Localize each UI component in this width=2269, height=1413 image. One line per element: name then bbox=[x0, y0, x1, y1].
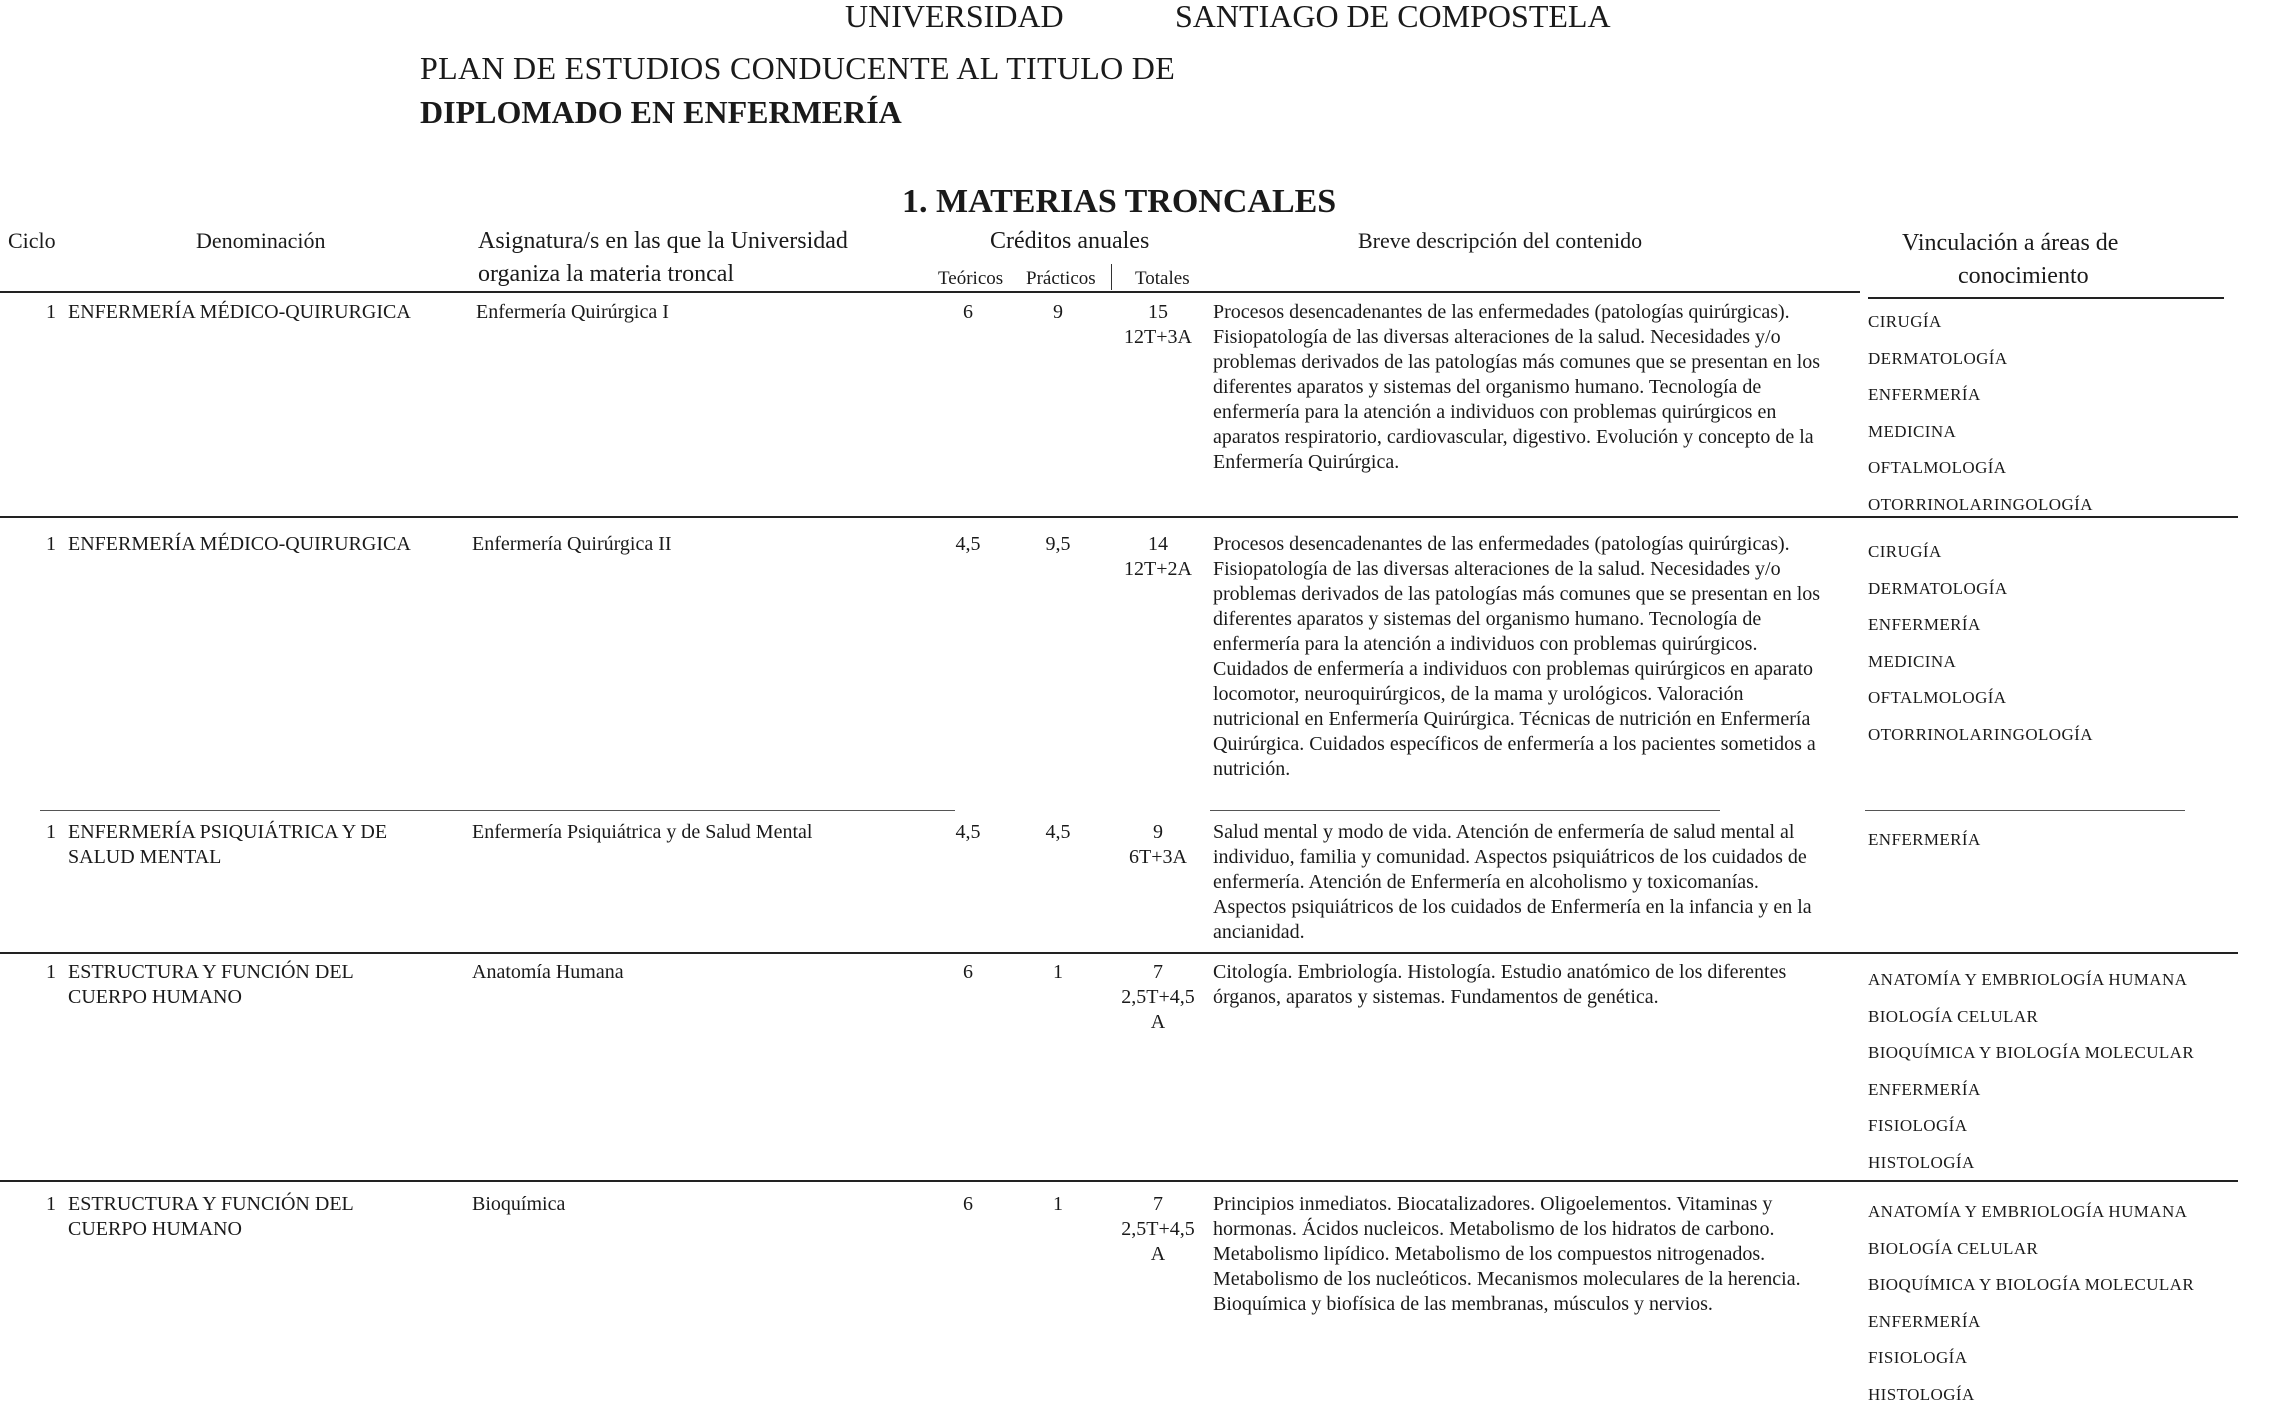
col-denominacion: Denominación bbox=[196, 228, 326, 254]
university-name: SANTIAGO DE COMPOSTELA bbox=[1175, 0, 1611, 35]
row-descripcion: Procesos desencadenantes de las enfermedades (patologías quirúrgicas). Fisiopatología de las diversas alteraciones de la salud. Necesidades y/o problemas derivados de las patologías más comunes que se presentan en los diferentes aparatos y sistemas del organismo humano. Tecnología de enfermería para la atención a individuos con problemas quirúrgicos. Cuidados de enfermería a individuos con problemas quirúrgicos en aparato locomotor, neuroquirúrgicos, de la mama y urológicos. Valoración nutricional en Enfermería Quirúrgica. Técnicas de nutrición en Enfermería Quirúrgica. Cuidados específicos de enfermería a los pacientes sometidos a nutrición. bbox=[1213, 532, 1828, 782]
row-ciclo: 1 bbox=[46, 300, 64, 325]
area-item: ANATOMÍA Y EMBRIOLOGÍA HUMANA bbox=[1868, 962, 2268, 999]
area-item: HISTOLOGÍA bbox=[1868, 1377, 2268, 1413]
row-practicos: 1 bbox=[1028, 1192, 1088, 1217]
area-item: FISIOLOGÍA bbox=[1868, 1340, 2268, 1377]
row-ciclo: 1 bbox=[46, 532, 64, 557]
col-teoricos: Teóricos bbox=[938, 268, 1003, 290]
col-practicos: Prácticos bbox=[1026, 268, 1096, 290]
row-teoricos: 6 bbox=[938, 960, 998, 985]
header-rule-right bbox=[1868, 297, 2224, 299]
col-totales: Totales bbox=[1135, 268, 1190, 290]
row-totales: 15 12T+3A bbox=[1116, 300, 1200, 350]
area-item: ENFERMERÍA bbox=[1868, 607, 2268, 644]
area-item: CIRUGÍA bbox=[1868, 304, 2268, 341]
row-descripcion: Salud mental y modo de vida. Atención de enfermería de salud mental al individuo, familia y comunidad. Aspectos psiquiátricos de los cuidados de enfermería. Atención de Enfermería en alcoholismo y toxicomanías. Aspectos psiquiátricos de los cuidados de Enfermería en la infancia y en la ancianidad. bbox=[1213, 820, 1828, 945]
area-item: CIRUGÍA bbox=[1868, 534, 2268, 571]
col-asignaturas-line1: Asignatura/s en las que la Universidad bbox=[478, 228, 848, 255]
row-asignatura: Anatomía Humana bbox=[472, 960, 902, 985]
area-item: ENFERMERÍA bbox=[1868, 1304, 2268, 1341]
university-word: UNIVERSIDAD bbox=[845, 0, 1064, 35]
area-item: ANATOMÍA Y EMBRIOLOGÍA HUMANA bbox=[1868, 1194, 2268, 1231]
row-teoricos: 6 bbox=[938, 1192, 998, 1217]
col-ciclo: Ciclo bbox=[8, 228, 56, 254]
row-descripcion: Procesos desencadenantes de las enfermedades (patologías quirúrgicas). Fisiopatología de las diversas alteraciones de la salud. Necesidades y/o problemas derivados de las patologías más comunes que se presentan en los diferentes aparatos y sistemas del organismo humano. Tecnología de enfermería para la atención a individuos con problemas quirúrgicos en aparatos respiratorio, cardiovascular, digestivo. Evolución y concepto de la Enfermería Quirúrgica. bbox=[1213, 300, 1828, 475]
row-divider-partial bbox=[40, 810, 955, 811]
area-item: FISIOLOGÍA bbox=[1868, 1108, 2268, 1145]
row-teoricos: 4,5 bbox=[938, 532, 998, 557]
row-divider bbox=[0, 952, 2238, 954]
row-practicos: 4,5 bbox=[1028, 820, 1088, 845]
area-item: BIOLOGÍA CELULAR bbox=[1868, 999, 2268, 1036]
row-divider-partial bbox=[1210, 810, 1720, 811]
col-descripcion: Breve descripción del contenido bbox=[1358, 228, 1642, 254]
row-practicos: 1 bbox=[1028, 960, 1088, 985]
row-totales: 7 2,5T+4,5 A bbox=[1116, 1192, 1200, 1267]
area-item: DERMATOLOGÍA bbox=[1868, 341, 2268, 378]
row-teoricos: 4,5 bbox=[938, 820, 998, 845]
row-asignatura: Enfermería Quirúrgica I bbox=[476, 300, 906, 325]
area-item: DERMATOLOGÍA bbox=[1868, 571, 2268, 608]
row-teoricos: 6 bbox=[938, 300, 998, 325]
col-creditos: Créditos anuales bbox=[990, 228, 1149, 255]
area-item: MEDICINA bbox=[1868, 644, 2268, 681]
row-areas bbox=[1868, 822, 2268, 859]
row-ciclo: 1 bbox=[46, 1192, 64, 1217]
area-item: MEDICINA bbox=[1868, 414, 2268, 451]
col-asignaturas-line2: organiza la materia troncal bbox=[478, 261, 734, 288]
row-practicos: 9 bbox=[1028, 300, 1088, 325]
header-rule bbox=[0, 291, 1860, 293]
row-asignatura: Bioquímica bbox=[472, 1192, 902, 1217]
row-descripcion: Citología. Embriología. Histología. Estudio anatómico de los diferentes órganos, aparatos y sistemas. Fundamentos de genética. bbox=[1213, 960, 1828, 1010]
row-totales: 9 6T+3A bbox=[1116, 820, 1200, 870]
area-item: OFTALMOLOGÍA bbox=[1868, 450, 2268, 487]
area-item: HISTOLOGÍA bbox=[1868, 1145, 2268, 1182]
row-denominacion: ENFERMERÍA MÉDICO-QUIRURGICA bbox=[68, 300, 468, 325]
area-item: BIOQUÍMICA Y BIOLOGÍA MOLECULAR bbox=[1868, 1035, 2268, 1072]
col-vinculacion-line2: conocimiento bbox=[1958, 263, 2089, 290]
area-item: OTORRINOLARINGOLOGÍA bbox=[1868, 487, 2268, 524]
row-asignatura: Enfermería Psiquiátrica y de Salud Mental bbox=[472, 820, 902, 845]
row-asignatura: Enfermería Quirúrgica II bbox=[472, 532, 902, 557]
row-denominacion: ESTRUCTURA Y FUNCIÓN DEL CUERPO HUMANO bbox=[68, 1192, 428, 1242]
row-denominacion: ESTRUCTURA Y FUNCIÓN DEL CUERPO HUMANO bbox=[68, 960, 428, 1010]
header-separator bbox=[1111, 264, 1112, 290]
degree-title: DIPLOMADO EN ENFERMERÍA bbox=[420, 94, 902, 131]
area-item: OFTALMOLOGÍA bbox=[1868, 680, 2268, 717]
row-areas bbox=[1868, 962, 2268, 1181]
row-areas bbox=[1868, 304, 2268, 523]
area-item: BIOQUÍMICA Y BIOLOGÍA MOLECULAR bbox=[1868, 1267, 2268, 1304]
row-areas bbox=[1868, 1194, 2268, 1413]
row-ciclo: 1 bbox=[46, 820, 64, 845]
section-title: 1. MATERIAS TRONCALES bbox=[902, 183, 1336, 221]
row-areas bbox=[1868, 534, 2268, 753]
area-item: OTORRINOLARINGOLOGÍA bbox=[1868, 717, 2268, 754]
row-divider-partial bbox=[1865, 810, 2185, 811]
row-descripcion: Principios inmediatos. Biocatalizadores. Oligoelementos. Vitaminas y hormonas. Ácidos nucleicos. Metabolismo de los hidratos de carbono. Metabolismo lipídico. Metabolismo de los compuestos nitrogenados. Metabolismo de los nucleóticos. Mecanismos moleculares de la herencia. Bioquímica y biofísica de las membranas, músculos y nervios. bbox=[1213, 1192, 1828, 1317]
row-denominacion: ENFERMERÍA PSIQUIÁTRICA Y DE SALUD MENTAL bbox=[68, 820, 448, 870]
row-practicos: 9,5 bbox=[1028, 532, 1088, 557]
row-totales: 14 12T+2A bbox=[1116, 532, 1200, 582]
row-denominacion: ENFERMERÍA MÉDICO-QUIRURGICA bbox=[68, 532, 468, 557]
area-item: ENFERMERÍA bbox=[1868, 1072, 2268, 1109]
row-totales: 7 2,5T+4,5 A bbox=[1116, 960, 1200, 1035]
area-item: ENFERMERÍA bbox=[1868, 822, 2268, 859]
row-ciclo: 1 bbox=[46, 960, 64, 985]
col-vinculacion-line1: Vinculación a áreas de bbox=[1902, 230, 2118, 257]
area-item: ENFERMERÍA bbox=[1868, 377, 2268, 414]
plan-title: PLAN DE ESTUDIOS CONDUCENTE AL TITULO DE bbox=[420, 50, 1175, 87]
area-item: BIOLOGÍA CELULAR bbox=[1868, 1231, 2268, 1268]
